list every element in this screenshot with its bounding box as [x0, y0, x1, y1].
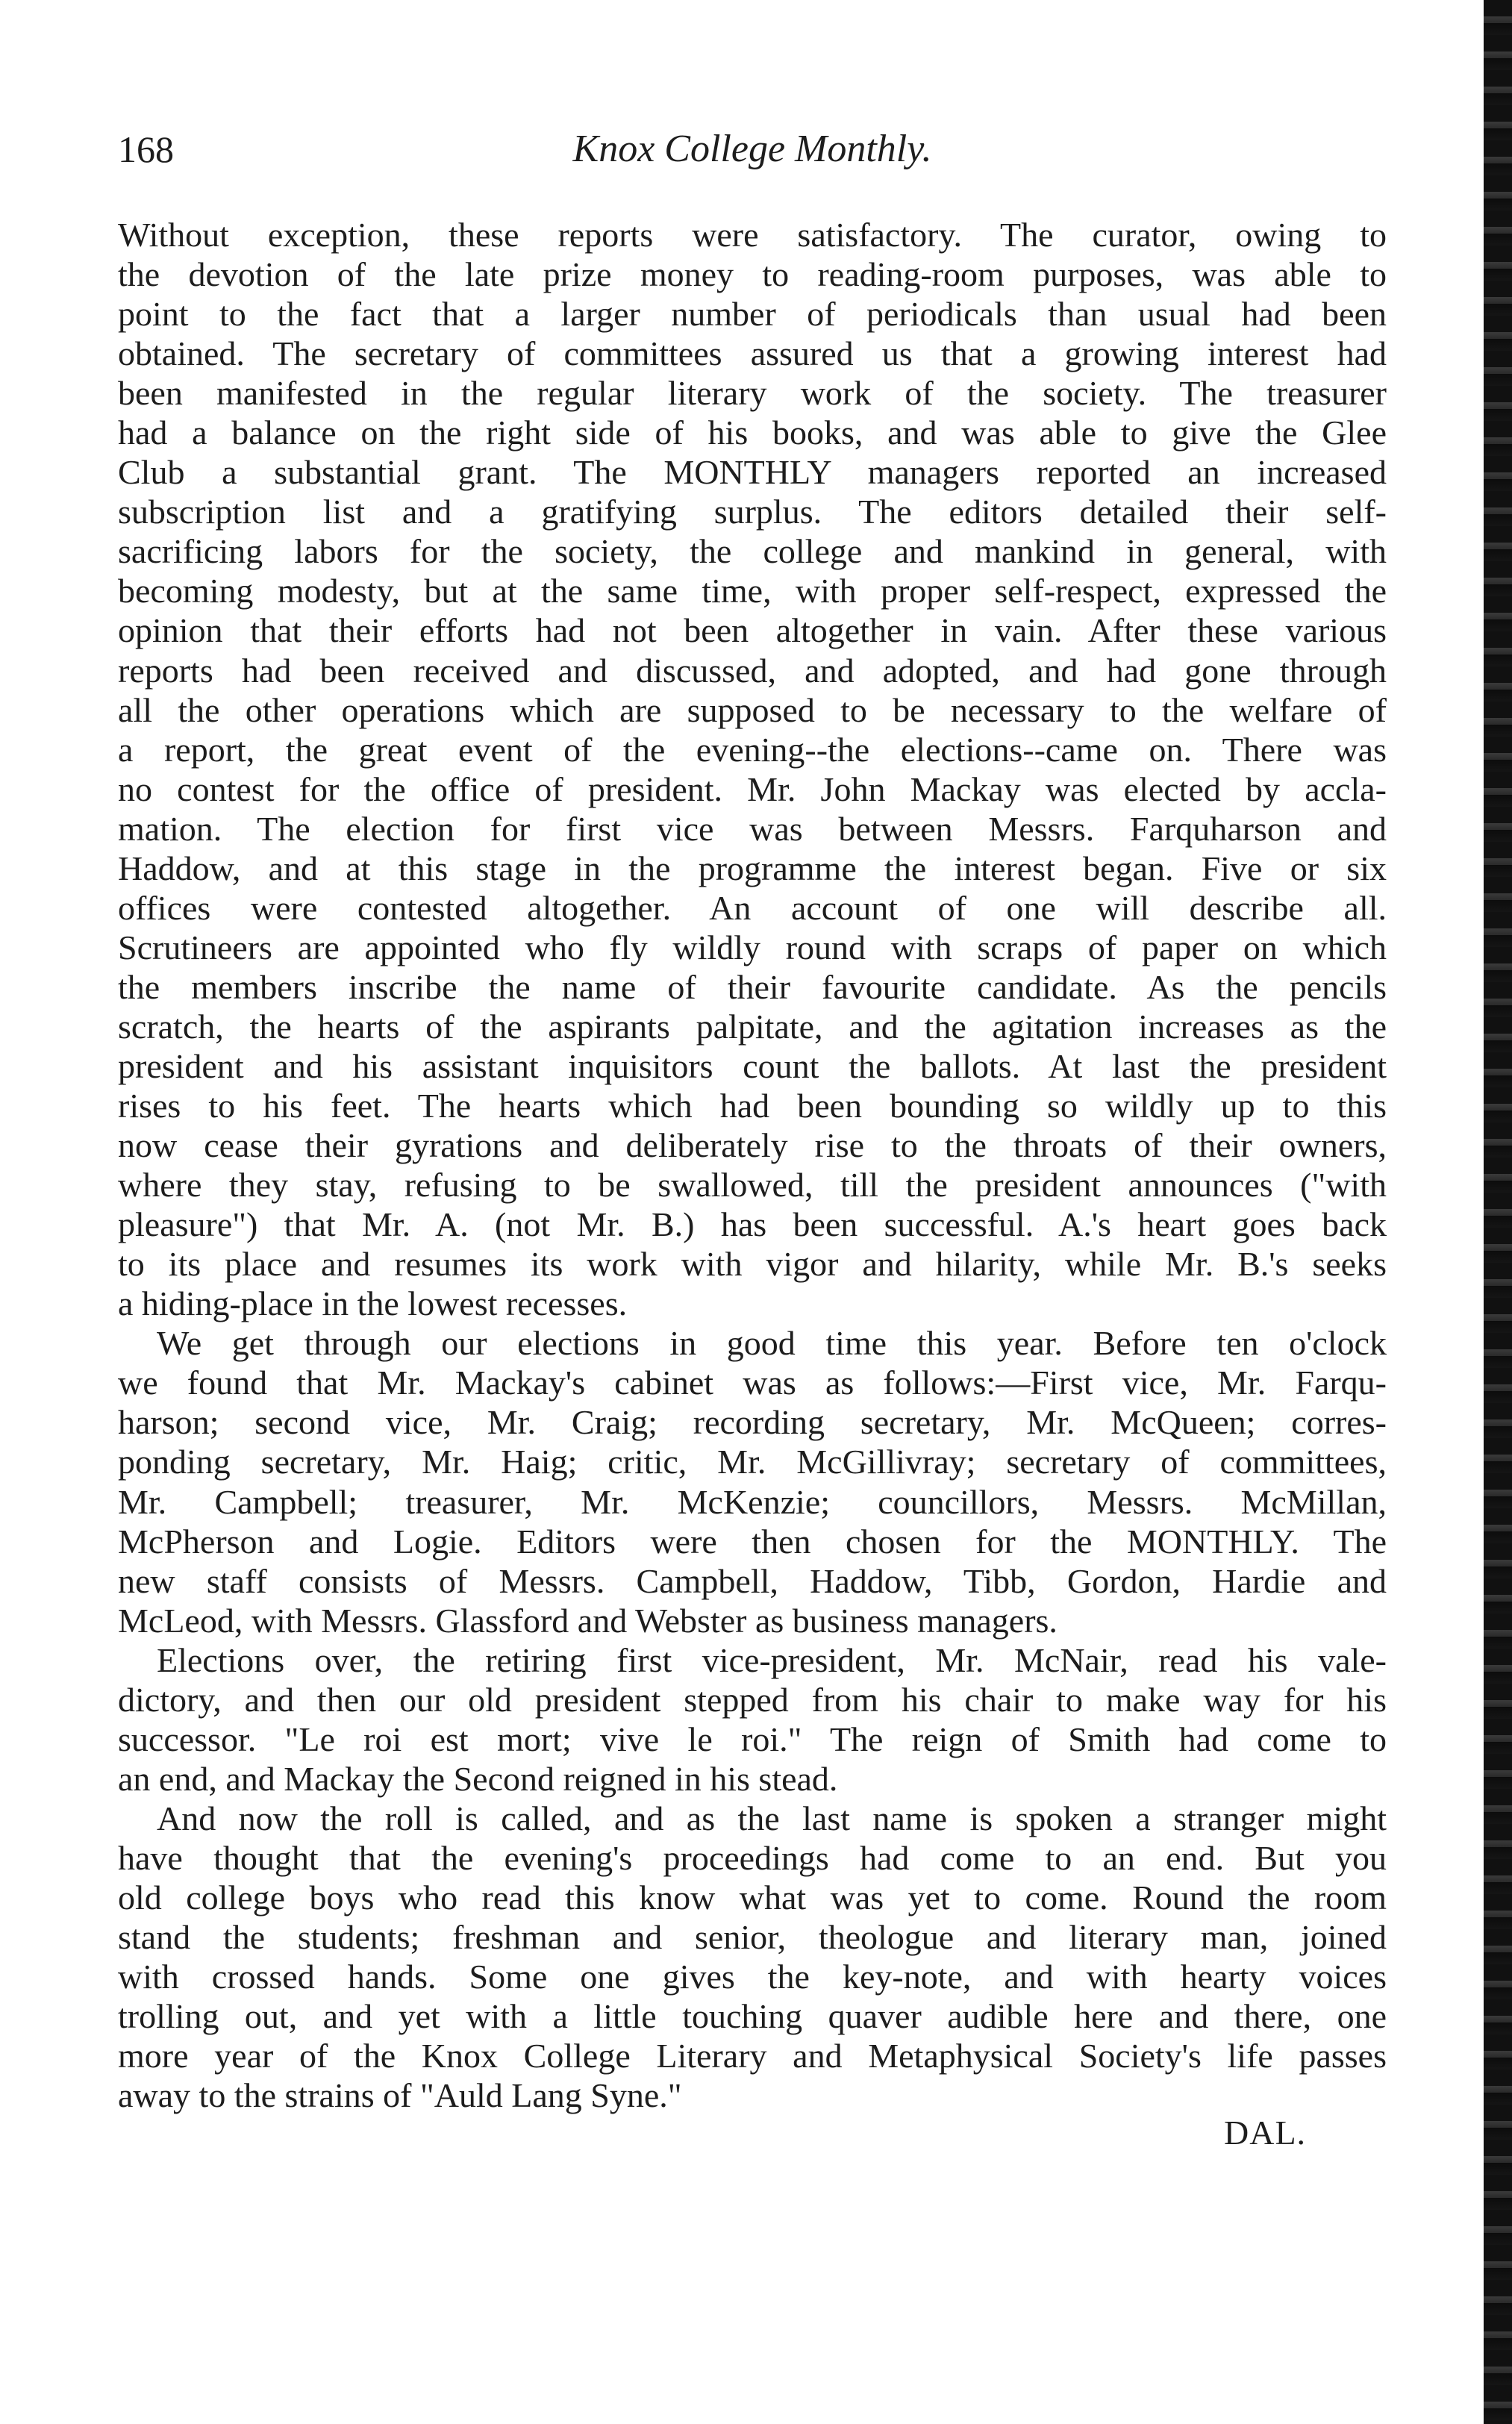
- text-line: ponding secretary, Mr. Haig; critic, Mr. McGillivray; secretary of committees,: [118, 1443, 1387, 1481]
- text-line: to its place and resumes its work with vigor and hilarity, while Mr. B.'s seeks: [118, 1245, 1387, 1284]
- text-line: pleasure") that Mr. A. (not Mr. B.) has been successful. A.'s heart goes back: [118, 1205, 1387, 1244]
- text-line: Scrutineers are appointed who fly wildly round with scraps of paper on which: [118, 928, 1387, 966]
- running-title: Knox College Monthly.: [572, 128, 932, 170]
- text-line: offices were contested altogether. An account of one will describe all.: [118, 888, 1387, 927]
- text-line: We get through our elections in good time this year. Before ten o'clock: [157, 1324, 1387, 1363]
- text-line: no contest for the office of president. Mr. John Mackay was elected by accla-: [118, 769, 1387, 808]
- text-line: obtained. The secretary of committees assured us that a growing interest had: [118, 334, 1387, 373]
- text-line: Without exception, these reports were satisfactory. The curator, owing to: [118, 216, 1387, 254]
- page-number: 168: [118, 128, 174, 170]
- text-line: McPherson and Logie. Editors were then chosen for the MONTHLY. The: [118, 1522, 1387, 1561]
- text-line: Haddow, and at this stage in the programme the interest began. Five or six: [118, 849, 1387, 887]
- text-line: more year of the Knox College Literary and Metaphysical Society's life passes: [118, 2037, 1387, 2075]
- text-line: sacrificing labors for the society, the college and mankind in general, with: [118, 532, 1387, 571]
- text-line: Club a substantial grant. The MONTHLY managers reported an increased: [118, 453, 1387, 492]
- text-line: opinion that their efforts had not been altogether in vain. After these various: [118, 611, 1387, 650]
- text-line: trolling out, and yet with a little touching quaver audible here and there, one: [118, 1997, 1387, 2036]
- text-line: have thought that the evening's proceedings had come to an end. But you: [118, 1838, 1387, 1877]
- text-line: successor. "Le roi est mort; vive le roi." The reign of Smith had come to: [118, 1719, 1387, 1758]
- text-line: harson; second vice, Mr. Craig; recording secretary, Mr. McQueen; corres-: [118, 1403, 1387, 1442]
- text-line: a report, the great event of the evening--the elections--came on. There was: [118, 730, 1387, 769]
- text-line: been manifested in the regular literary work of the society. The treasurer: [118, 374, 1387, 413]
- text-line: away to the strains of "Auld Lang Syne.": [118, 2076, 682, 2115]
- author-signature: DAL.: [1224, 2114, 1307, 2152]
- text-line: an end, and Mackay the Second reigned in his stead.: [118, 1759, 838, 1798]
- text-line: where they stay, refusing to be swallowed, till the president announces ("with: [118, 1166, 1387, 1205]
- text-line: now cease their gyrations and deliberately rise to the throats of their owners,: [118, 1126, 1387, 1165]
- text-line: old college boys who read this know what was yet to come. Round the room: [118, 1878, 1387, 1917]
- text-line: with crossed hands. Some one gives the key-note, and with hearty voices: [118, 1958, 1387, 1996]
- text-line: had a balance on the right side of his books, and was able to give the Glee: [118, 413, 1387, 452]
- text-line: we found that Mr. Mackay's cabinet was as follows:—First vice, Mr. Farqu-: [118, 1364, 1387, 1402]
- page-edge-shadow: [1484, 0, 1512, 2424]
- text-line: the devotion of the late prize money to reading-room purposes, was able to: [118, 255, 1387, 294]
- text-line: And now the roll is called, and as the last name is spoken a stranger might: [157, 1799, 1387, 1837]
- text-line: scratch, the hearts of the aspirants palpitate, and the agitation increases as the: [118, 1007, 1387, 1046]
- running-header: [118, 125, 1387, 178]
- text-line: rises to his feet. The hearts which had been bounding so wildly up to this: [118, 1087, 1387, 1125]
- text-line: subscription list and a gratifying surplus. The editors detailed their self-: [118, 493, 1387, 531]
- text-line: all the other operations which are supposed to be necessary to the welfare of: [118, 690, 1387, 729]
- text-line: reports had been received and discussed, and adopted, and had gone through: [118, 651, 1387, 690]
- text-line: point to the fact that a larger number of periodicals than usual had been: [118, 295, 1387, 334]
- text-line: a hiding-place in the lowest recesses.: [118, 1284, 628, 1323]
- text-line: the members inscribe the name of their favourite candidate. As the pencils: [118, 967, 1387, 1006]
- text-line: dictory, and then our old president stepped from his chair to make way for his: [118, 1680, 1387, 1719]
- text-line: Elections over, the retiring first vice-president, Mr. McNair, read his vale-: [157, 1640, 1387, 1679]
- text-line: new staff consists of Messrs. Campbell, Haddow, Tibb, Gordon, Hardie and: [118, 1561, 1387, 1600]
- text-line: stand the students; freshman and senior, theologue and literary man, joined: [118, 1918, 1387, 1957]
- text-line: Mr. Campbell; treasurer, Mr. McKenzie; councillors, Messrs. McMillan,: [118, 1482, 1387, 1521]
- article-body: [118, 215, 1387, 2115]
- text-line: McLeod, with Messrs. Glassford and Webster as business managers.: [118, 1601, 1058, 1640]
- text-line: becoming modesty, but at the same time, with proper self-respect, expressed the: [118, 572, 1387, 610]
- text-line: president and his assistant inquisitors count the ballots. At last the president: [118, 1046, 1387, 1085]
- text-line: mation. The election for first vice was between Messrs. Farquharson and: [118, 809, 1387, 848]
